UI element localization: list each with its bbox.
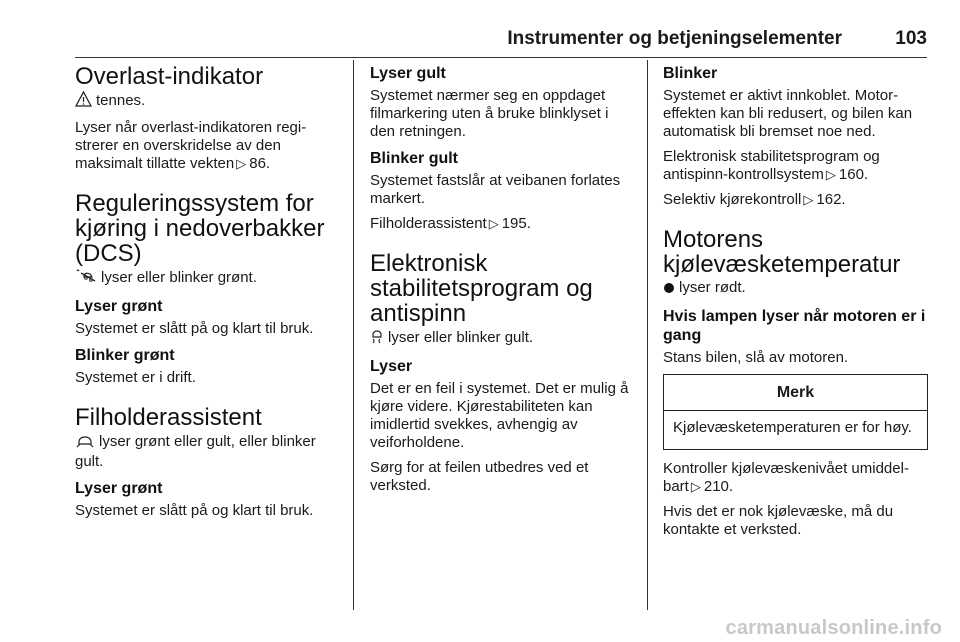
esp-reference xyxy=(663,148,928,184)
coolant-check-label: Kontroller kjølevæskenivået umiddel-bart xyxy=(663,460,909,495)
overload-text: Lyser når overlast-indikatoren regi-strerer en overskridelse av den maksimalt tillatte vekten xyxy=(75,119,307,172)
lane-yellow-text: Systemet nærmer seg en oppdaget filmarkering uten å bruke blinklyset i den retningen. xyxy=(370,87,609,140)
column-divider-1 xyxy=(353,60,354,610)
dcs-blink-text: Systemet er i drift. xyxy=(75,369,196,386)
dcs-subheading-lit: Lyser grønt xyxy=(75,298,163,315)
header-title: Instrumenter og betjeningselementer xyxy=(507,28,842,49)
esp-subheading-blink: Blinker xyxy=(663,65,718,82)
coolant-check-text xyxy=(663,460,928,496)
page-number: 103 xyxy=(895,28,927,49)
lane-subheading-yellow: Lyser gult xyxy=(370,65,446,82)
warning-triangle-icon xyxy=(75,91,92,112)
drive-control-ref: 162. xyxy=(816,191,846,208)
drive-control-ref-label: Selektiv kjørekontroll xyxy=(663,191,802,208)
overload-ref: 86. xyxy=(249,155,271,172)
coolant-indicator-line xyxy=(663,279,928,299)
esp-blink-text: Systemet er aktivt innkoblet. Motor-effekten kan bli redusert, og bilen kan automatisk bli bremset noe ned. xyxy=(663,87,913,140)
esp-ref: 160. xyxy=(838,166,869,183)
note-body: Kjølevæsketemperaturen er for høy. xyxy=(673,419,912,436)
section-title-dcs: Reguleringssystem for kjøring i nedoverbakker (DCS) xyxy=(75,190,325,267)
esp-lit-text: Det er en feil i systemet. Det er mulig å kjøre videre. Kjørestabiliteten kan imidlertid svekkes, avhengig av veiforholdene. xyxy=(370,380,629,451)
watermark: carmanualsonline.info xyxy=(725,617,942,639)
column-2 xyxy=(370,64,635,502)
lane-assist-subheading-lit: Lyser grønt xyxy=(75,480,163,497)
section-title-coolant: Motorens kjølevæsketemperatur xyxy=(663,226,901,278)
coolant-check-ref: 210. xyxy=(703,478,734,495)
lane-assist-ref: 195. xyxy=(501,215,531,232)
hill-descent-icon xyxy=(75,268,97,289)
overload-indicator-line xyxy=(75,91,340,112)
dcs-subheading-blink: Blinker grønt xyxy=(75,347,175,364)
esp-subheading-lit: Lyser xyxy=(370,358,413,375)
overload-paragraph xyxy=(75,119,340,173)
lane-assist-indicator-line xyxy=(75,432,340,471)
lane-blink-yellow-text: Systemet fastslår at veibanen forlates markert. xyxy=(370,172,621,207)
page-reference-icon: ▷ xyxy=(488,216,499,231)
lane-assist-icon-text: lyser grønt eller gult, eller blinker gult. xyxy=(75,433,316,470)
page-reference-icon: ▷ xyxy=(803,192,814,207)
drive-control-reference xyxy=(663,191,928,209)
coolant-workshop-text: Hvis det er nok kjølevæske, må du kontakte et verksted. xyxy=(663,503,894,538)
red-dot-icon xyxy=(663,280,675,299)
section-title-overload: Overlast-indikator xyxy=(75,63,264,90)
lane-assist-reference xyxy=(370,215,635,233)
esp-indicator-line xyxy=(370,328,635,349)
header-rule xyxy=(75,57,927,58)
section-title-lane-assist: Filholderassistent xyxy=(75,404,262,431)
column-1 xyxy=(75,64,340,527)
esp-icon-text: lyser eller blinker gult. xyxy=(388,329,534,346)
note-title: Merk xyxy=(664,375,927,411)
column-3 xyxy=(663,64,928,546)
dcs-lit-text: Systemet er slått på og klart til bruk. xyxy=(75,320,314,337)
page-header xyxy=(75,26,927,56)
overload-icon-text: tennes. xyxy=(96,92,146,109)
page-reference-icon: ▷ xyxy=(690,479,701,494)
section-title-esp: Elektronisk stabilitetsprogram og antispinn xyxy=(370,250,593,327)
coolant-stop-text: Stans bilen, slå av motoren. xyxy=(663,349,849,366)
esp-workshop-text: Sørg for at feilen utbedres ved et verksted. xyxy=(370,459,589,494)
lane-assist-lit-text: Systemet er slått på og klart til bruk. xyxy=(75,502,314,519)
esp-skid-icon xyxy=(370,328,384,349)
page-reference-icon: ▷ xyxy=(825,167,836,182)
lane-keep-assist-icon xyxy=(75,432,95,453)
lane-assist-ref-label: Filholderassistent xyxy=(370,215,487,232)
esp-ref-label: Elektronisk stabilitetsprogram og antispinn-kontrollsystem xyxy=(663,148,880,183)
dcs-indicator-line xyxy=(75,268,340,289)
page-reference-icon: ▷ xyxy=(236,156,247,171)
coolant-icon-text: lyser rødt. xyxy=(679,279,746,296)
lane-subheading-blink-yellow: Blinker gult xyxy=(370,150,459,167)
column-divider-2 xyxy=(647,60,648,610)
note-box xyxy=(663,374,928,450)
coolant-subheading: Hvis lampen lyser når motoren er i gang xyxy=(663,308,926,344)
dcs-icon-text: lyser eller blinker grønt. xyxy=(101,269,257,286)
